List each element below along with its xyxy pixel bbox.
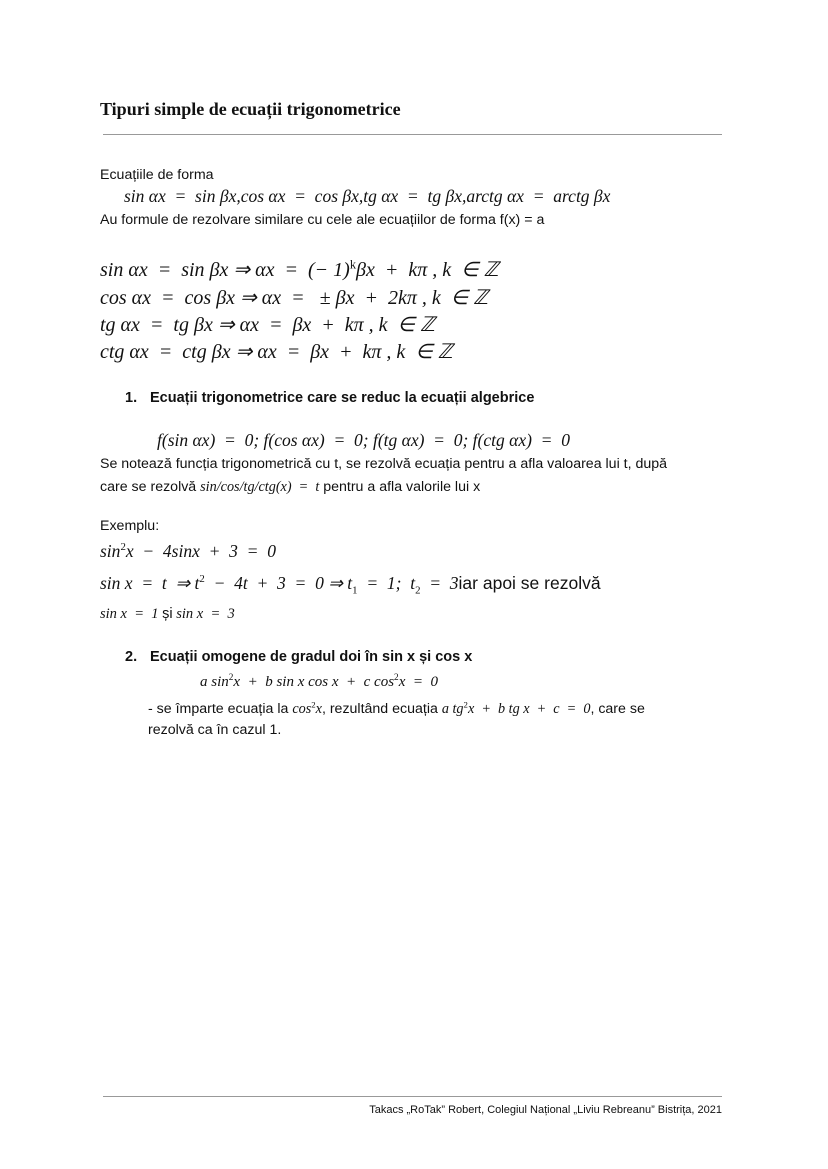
text-segment: rezolvă ca în cazul 1.: [148, 722, 282, 738]
section2-line1: [148, 700, 645, 718]
math-segment: x = 0: [398, 674, 438, 690]
math-segment: ctg αx = ctg βx ⇒ αx = βx + kπ , k ∈ ℤ: [100, 341, 453, 363]
section1-number: 1.: [125, 390, 138, 406]
section2-line2: [148, 721, 281, 739]
math-segment: sin x = t ⇒ t: [100, 573, 200, 593]
text-segment: , rezultând ecuația: [321, 701, 442, 717]
math-segment: = 1; t: [357, 573, 416, 593]
example-label: Exemplu:: [100, 518, 160, 534]
math-segment: sin x = 1: [100, 606, 163, 622]
math-segment: 2: [120, 541, 126, 554]
section2-heading: Ecuații omogene de gradul doi în sin x și cos x: [150, 649, 473, 665]
math-segment: 2: [394, 673, 399, 683]
math-segment: = 3: [420, 573, 459, 593]
math-segment: sin αx = sin βx,cos αx = cos βx,tg αx = tg βx,arctg αx = arctg βx: [124, 186, 611, 206]
example-equation-3: [100, 606, 235, 623]
footer-divider: [103, 1096, 722, 1097]
math-segment: f(sin αx) = 0; f(cos αx) = 0; f(tg αx) = 0; f(ctg αx) = 0: [157, 430, 570, 450]
math-segment: 2: [463, 699, 468, 710]
intro-text: Ecuațiile de forma: [100, 167, 214, 183]
math-segment: a tg: [441, 701, 464, 717]
math-segment: βx + kπ , k ∈ ℤ: [356, 259, 499, 281]
section2-number: 2.: [125, 649, 138, 665]
math-segment: cos αx = cos βx ⇒ αx = ± βx + 2kπ , k ∈ ℤ: [100, 287, 489, 309]
math-segment: x + b tg x + c = 0: [467, 701, 591, 717]
text-segment: și: [162, 606, 173, 622]
formula-cos: [100, 285, 488, 310]
math-segment: 2: [199, 573, 205, 586]
section2-equation: [200, 673, 438, 691]
math-segment: 1: [352, 584, 358, 597]
math-segment: x − 4sinx + 3 = 0: [125, 541, 276, 561]
math-segment: − 4t + 3 = 0 ⇒ t: [204, 573, 353, 593]
math-segment: k: [349, 257, 357, 272]
text-segment: care se rezolvă: [100, 479, 201, 495]
math-segment: 2: [228, 673, 234, 683]
text-segment: - se împarte ecuația la: [148, 701, 293, 717]
text-segment: iar apoi se rezolvă: [458, 573, 601, 593]
section1-equation: [157, 430, 570, 451]
footer-text: Takacs „RoTak” Robert, Colegiul Național „Liviu Rebreanu” Bistrița, 2021: [369, 1104, 722, 1116]
formula-ctg: [100, 339, 453, 364]
math-segment: a sin: [200, 674, 229, 690]
intro-after-text: Au formule de rezolvare similare cu cele ale ecuațiilor de forma f(x) = a: [100, 212, 545, 228]
math-segment: sin x = 3: [172, 606, 235, 622]
example-equation-2: [100, 573, 601, 597]
intro-equation: [124, 186, 610, 207]
text-segment: pentru a afla valorile lui x: [319, 479, 481, 495]
example-equation-1: [100, 541, 276, 562]
formula-tg: [100, 312, 435, 337]
section1-heading: Ecuații trigonometrice care se reduc la ecuații algebrice: [150, 390, 535, 406]
section1-line1: [100, 455, 667, 473]
section1-line2: [100, 478, 480, 496]
math-segment: x: [315, 701, 322, 717]
math-segment: sin αx = sin βx ⇒ αx = (− 1): [100, 259, 350, 281]
text-segment: , care se: [590, 701, 645, 717]
math-segment: tg αx = tg βx ⇒ αx = βx + kπ , k ∈ ℤ: [100, 314, 435, 336]
math-segment: sin/cos/tg/ctg(x) = t: [200, 479, 320, 495]
formula-sin: [100, 257, 498, 282]
math-segment: sin: [100, 541, 121, 561]
math-segment: cos: [292, 701, 312, 717]
text-segment: Se notează funcția trigonometrică cu t, se rezolvă ecuația pentru a afla valoarea lui t, după: [100, 456, 668, 472]
math-segment: x + b sin x cos x + c cos: [233, 674, 395, 690]
title-divider: [103, 134, 722, 135]
page-title: Tipuri simple de ecuații trigonometrice: [100, 99, 401, 119]
math-segment: 2: [311, 699, 316, 710]
math-segment: 2: [415, 584, 421, 597]
